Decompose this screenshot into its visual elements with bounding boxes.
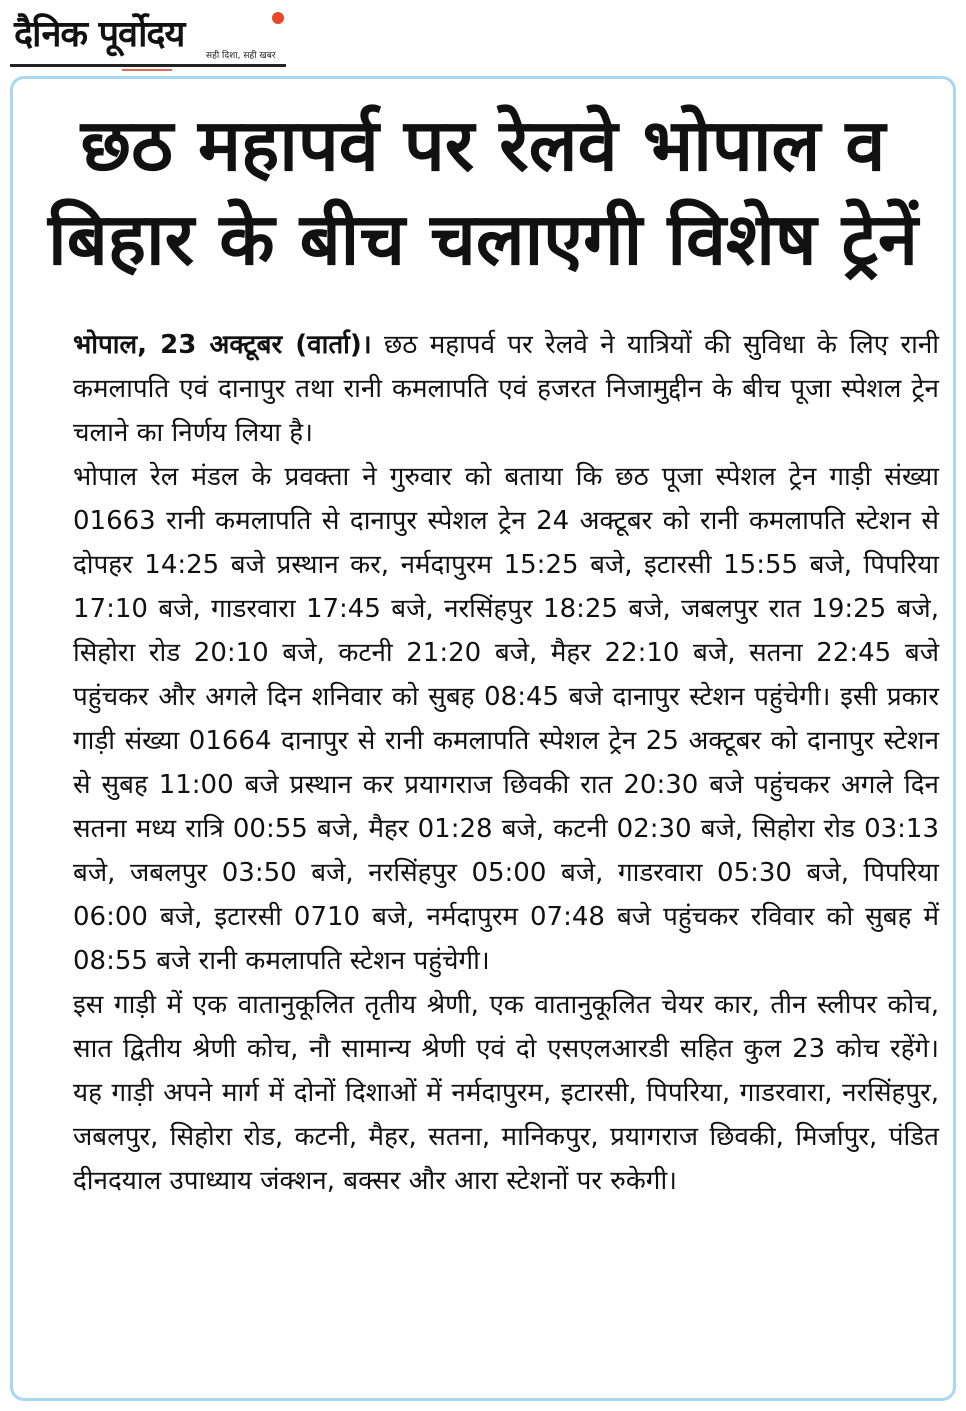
paragraph-1 [73, 323, 939, 455]
paragraph-2: भोपाल रेल मंडल के प्रवक्ता ने गुरुवार को बताया कि छठ पूजा स्पेशल ट्रेन गाड़ी संख्या 01663 रानी कमलापति से दानापुर स्पेशल ट्रेन 24 अक्टूबर को रानी कमलापति स्टेशन से दोपहर 14:25 बजे प्रस्थान कर, नर्मदापुरम 15:25 बजे, इटारसी 15:55 बजे, पिपरिया 17:10 बजे, गाडरवारा 17:45 बजे, नरसिंहपुर 18:25 बजे, जबलपुर रात 19:25 बजे, सिहोरा रोड 20:10 बजे, कटनी 21:20 बजे, मैहर 22:10 बजे, सतना 22:45 बजे पहुंचकर और अगले दिन शनिवार को सुबह 08:45 बजे दानापुर स्टेशन पहुंचेगी। इसी प्रकार गाड़ी संख्या 01664 दानापुर से रानी कमलापति स्पेशल ट्रेन 25 अक्टूबर को दानापुर स्टेशन से सुबह 11:00 बजे प्रस्थान कर प्रयागराज छिवकी रात 20:30 बजे पहुंचकर अगले दिन सतना मध्य रात्रि 00:55 बजे, मैहर 01:28 बजे, कटनी 02:30 बजे, सिहोरा रोड 03:13 बजे, जबलपुर 03:50 बजे, नरसिंहपुर 05:00 बजे, गाडरवारा 05:30 बजे, पिपरिया 06:00 बजे, इटारसी 0710 बजे, नर्मदापुरम 07:48 बजे पहुंचकर रविवार को सुबह में 08:55 बजे रानी कमलापति स्टेशन पहुंचेगी। [73, 462, 939, 976]
masthead-accent-rule [122, 69, 172, 71]
masthead-rule [10, 64, 286, 67]
headline-line-1: छठ महापर्व पर रेलवे भोपाल व [80, 103, 886, 187]
headline-line-2: बिहार के बीच चलाएगी विशेष ट्रेनें [48, 197, 918, 281]
article-body [73, 323, 939, 1203]
paragraph-3: इस गाड़ी में एक वातानुकूलित तृतीय श्रेणी, एक वातानुकूलित चेयर कार, तीन स्लीपर कोच, सात द्वितीय श्रेणी कोच, नौ सामान्य श्रेणी एवं दो एसएलआरडी सहित कुल 23 कोच रहेंगे। यह गाड़ी अपने मार्ग में दोनों दिशाओं में नर्मदापुरम, इटारसी, पिपरिया, गाडरवारा, नरसिंहपुर, जबलपुर, सिहोरा रोड, कटनी, मैहर, सतना, मानिकपुर, प्रयागराज छिवकी, मिर्जापुर, पंडित दीनदयाल उपाध्याय जंक्शन, बक्सर और आरा स्टेशनों पर रुकेगी। [73, 990, 939, 1196]
newspaper-logo: दैनिक पूर्वोदय [14, 14, 185, 55]
article-headline [30, 98, 936, 286]
masthead-tagline: सही दिशा, सही खबर [206, 51, 276, 61]
paragraph-1-text: छठ महापर्व पर रेलवे ने यात्रियों की सुविधा के लिए रानी कमलापति एवं दानापुर तथा रानी कमलापति एवं हजरत निजामुद्दीन के बीच पूजा स्पेशल ट्रेन चलाने का निर्णय लिया है। [73, 330, 939, 448]
logo-dot-icon [272, 12, 284, 24]
dateline: भोपाल, 23 अक्टूबर (वार्ता)। [73, 330, 372, 360]
masthead [10, 6, 286, 72]
